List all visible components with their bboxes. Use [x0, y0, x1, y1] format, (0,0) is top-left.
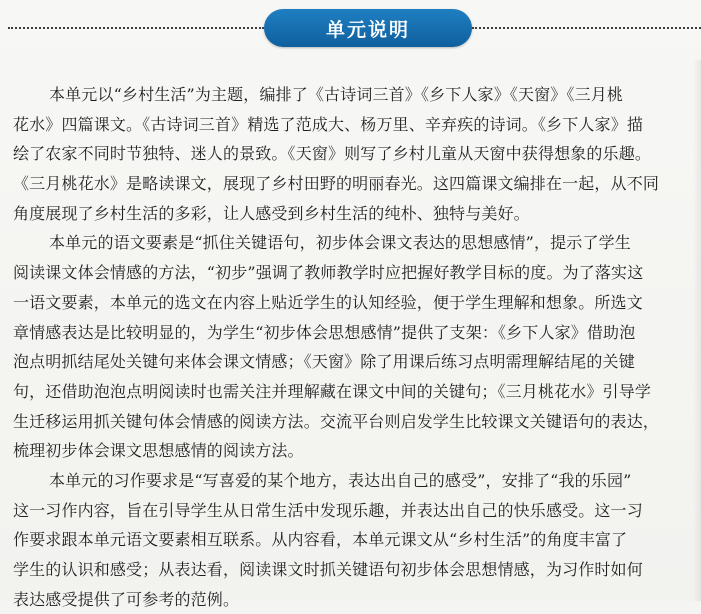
text-line: 本单元的语文要素是“抓住关键语句，初步体会课文表达的思想感情”，提示了学生 [49, 233, 631, 253]
text-line: 作要求跟本单元语文要素相互联系。从内容看，本单元课文从“乡村生活”的角度丰富了 [13, 530, 628, 550]
text-line: 本单元以“乡村生活”为主题，编排了《古诗词三首》《乡下人家》《天窗》《三月桃 [49, 85, 624, 104]
text-line: 一语文要素，本单元的选文在内容上贴近学生的认知经验，便于学生理解和想象。所选文 [13, 292, 643, 312]
page-edge-shadow [693, 60, 701, 601]
section-title-banner [264, 9, 472, 47]
text-line: 句，还借助泡泡点明阅读时也需关注并理解藏在课文中间的关键句；《三月桃花水》引导学 [13, 381, 652, 401]
text-line: 学生的认识和感受；从表达看，阅读课文时抓关键语句初步体会思想情感，为习作时如何 [13, 560, 643, 579]
text-line: 生迁移运用抓关键句体会情感的阅读方法。交流平台则启发学生比较课文关键语句的表达， [13, 411, 660, 431]
text-line: 绘了农家不同时节独特、迷人的景致。《天窗》则写了乡村儿童从天窗中获得想象的乐趣。 [13, 144, 652, 164]
body-text [13, 80, 701, 614]
text-line: 阅读课文体会情感的方法，“初步”强调了教师教学时应把握好教学目标的度。为了落实这 [13, 263, 644, 283]
text-line: 泡点明抓结尾处关键句来体会课文情感；《天窗》除了用课后练习点明需理解结尾的关键 [13, 352, 635, 372]
section-title: 单元说明 [325, 18, 410, 41]
text-line: 表达感受提供了可参考的范例。 [13, 589, 240, 609]
text-line: 这一习作内容，旨在引导学生从日常生活中发现乐趣，并表达出自己的快乐感受。这一习 [13, 500, 643, 520]
text-line: 本单元的习作要求是“写喜爱的某个地方，表达出自己的感受”，安排了“我的乐园” [49, 470, 632, 490]
text-line: 章情感表达是比较明显的，为学生“初步体会思想感情”提供了支架：《乡下人家》借助泡 [13, 322, 636, 342]
text-line: 梳理初步体会课文思想感情的阅读方法。 [13, 441, 304, 461]
header-dotted-rule-right [472, 27, 701, 29]
header-dotted-rule-left [8, 27, 264, 29]
text-line: 花水》四篇课文。《古诗词三首》精选了范成大、杨万里、辛弃疾的诗词。《乡下人家》描 [13, 114, 644, 134]
text-line: 角度展现了乡村生活的多彩，让人感受到乡村生活的纯朴、独特与美好。 [13, 203, 530, 223]
text-line: 《三月桃花水》是略读课文，展现了乡村田野的明丽春光。这四篇课文编排在一起，从不同 [13, 174, 660, 194]
